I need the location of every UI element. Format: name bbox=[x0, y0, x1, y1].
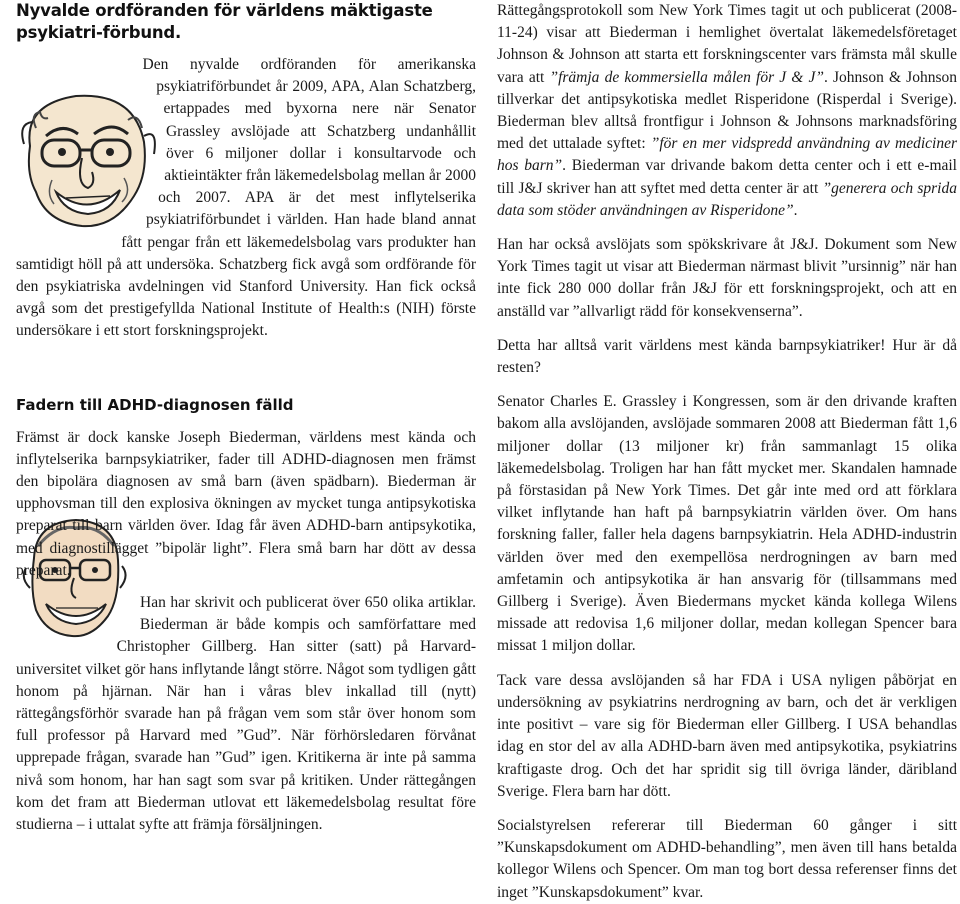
jj-text-b: . Johnson & Johnson tillverkar det antipsykotiska medlet Risperidone (Risperdal i Sverige). Biederman blev alltså frontfigur i Johnson & Johnsons marknadsföring med det uttalade syftet: bbox=[497, 68, 957, 153]
left-column bbox=[16, 0, 476, 836]
socialstyrelsen-paragraph: Socialstyrelsen refererar till Biederman 60 gånger i sitt ”Kunskapsdokument om ADHD-behandling”, men även till hans betalda kollegor Wilens och Spencer. Om man tog bort dessa referenser finns det inget ”Kunskapsdokument” kvar. bbox=[497, 816, 957, 901]
jj-text-a: Rättegångsprotokoll som New York Times tagit ut och publicerat (2008-11-24) visar att Biederman i hemlighet övertalat läkemedelsföretaget Johnson & Johnson att starta ett forskningscenter vars främsta mål skulle vara att bbox=[497, 2, 957, 86]
article-headline: Nyvalde ordföranden för världens mäktigaste psykiatri-förbund. bbox=[16, 1, 433, 42]
grassley-paragraph: Senator Charles E. Grassley i Kongressen, som är den drivande kraften bakom alla avslöjanden, avslöjade sommaren 2008 att Biederman fått 1,6 miljoner dollar (13 miljoner kr) från sammanlagt 15 olika läkemedelsbolag. Troligen har han fått mycket mer. Skandalen hamnade på förstasidan på New York Times. Det går inte med ord att förklara vilket inflytande han haft på barnpsykiatrin världen över. Om hans forskning faller, faller hela dagens barnpsykiatrin. Hela ADHD-industrin världen över med den exempellösa nerdrogningen av barn med amfetamin och antipsykotika är han ansvarig för (tillsammans med Gillberg i Sverige). Även Biedermans mycket kända kollega Wilens missade att redovisa 1,6 miljoner dollar, medan kollegan Spencer bara missat 1 miljon dollar. bbox=[497, 393, 957, 655]
fda-paragraph: Tack vare dessa avslöjanden så har FDA i USA nyligen påbörjat en undersökning av psykiatrins nerdrogning av barn, och det är verkligen inte positivt – vare sig för Biederman eller Gillberg. I USA behandlas idag en stor del av alla ADHD-barn även med antipsykotika, psykiatrins kraftigaste drog. Och det har spridit sig till övriga länder, däribland Sverige. Flera barn har dött. bbox=[497, 671, 957, 800]
jj-quote-2: ”för en mer vidspredd användning av mediciner hos barn” bbox=[497, 135, 957, 175]
schatzberg-caricature-icon bbox=[16, 84, 158, 234]
jj-quote-3: ”generera och sprida data som stöder användningen av Risperidone” bbox=[497, 179, 957, 219]
ghostwriter-paragraph: Han har också avslöjats som spökskrivare åt J&J. Dokument som New York Times tagit ut visar att Biederman närmast blivit ”ursinnig” när han inte fick 280 000 dollar från J&J för ett forskningsprojekt, och att en anställd var ”allvarligt rädd för konsekvenserna”. bbox=[497, 236, 957, 320]
section-heading-biederman: Fadern till ADHD-diagnosen fälld bbox=[16, 395, 294, 414]
right-column bbox=[497, 0, 957, 904]
rhetorical-question-paragraph: Detta har alltså varit världens mest kända barnpsykiatriker! Hur är då resten? bbox=[497, 336, 957, 377]
biederman-intro-paragraph: Främst är dock kanske Joseph Biederman, världens mest kända och inflytelserika barnpsykiatriker, fader till ADHD-diagnosen men främst den bipolära diagnosen av små barn (även spädbarn). Biederman är upphovsman till den explosiva ökningen av mycket tunga antipsykotiska preparat till barn världen över. Idag får även ADHD-barn antipsykotika, med diagnostillägget ”bipolär light”. Flera små barn har dött av dessa preparat. bbox=[16, 428, 476, 579]
jj-text-d: . bbox=[793, 201, 798, 219]
jj-quote-1: ”främja de kommersiella målen för J & J” bbox=[549, 68, 824, 86]
schatzberg-paragraph: Den nyvalde ordföranden för amerikanska psykiatriförbundet år 2009, APA, Alan Schatzberg, ertappades med byxorna nere när Senator Grassley avslöjade att Schatzberg undanhållit över 6 miljoner dollar i konsultarvode och aktieintäkter från läkemedelsbolag mellan år 2000 och 2007. APA är det mest inflytelserika psykiatriförbundet i världen. Han hade bland annat fått pengar från ett läkemedelsbolag vars produkter han samtidigt höll på att undersöka. Schatzberg fick avgå som ordförande för den psykiatriska avdelningen vid Stanford University. Han fick också avgå som det prestigefyllda National Institute of Health:s (NIH) förste undersökare i ett stort forskningsprojekt. bbox=[16, 56, 476, 340]
jj-text-c: . Biederman var drivande bakom detta center och i ett e-mail till J&J skriver han att syftet med detta center är att bbox=[497, 157, 957, 197]
schatzberg-caricature bbox=[16, 84, 158, 234]
johnson-johnson-paragraph bbox=[497, 0, 957, 222]
biederman-articles-paragraph: Han har skrivit och publicerat över 650 olika artiklar. Biederman är både kompis och samförfattare med Christopher Gillberg. Han sitter (satt) på Harvard-universitet vilket gör hans inflytande långt större. Något som tydligen gått honom på hjärnan. När han i våras blev inkallad till (nytt) rättegångsförhör svarade han på frågan vem som står över honom som full professor på Harvard med ”Gud”. När förhörsledaren förvånat upprepade frågan, svarade han ”Gud” igen. Kritikerna är inte på samma nivå som honom, har han sagt som svar på kritiken. Under rättegången kom det fram att Biederman utlovat ett läkemedelsbolag resultat före studierna – i uttalat syfte att främja försäljningen. bbox=[16, 594, 476, 834]
